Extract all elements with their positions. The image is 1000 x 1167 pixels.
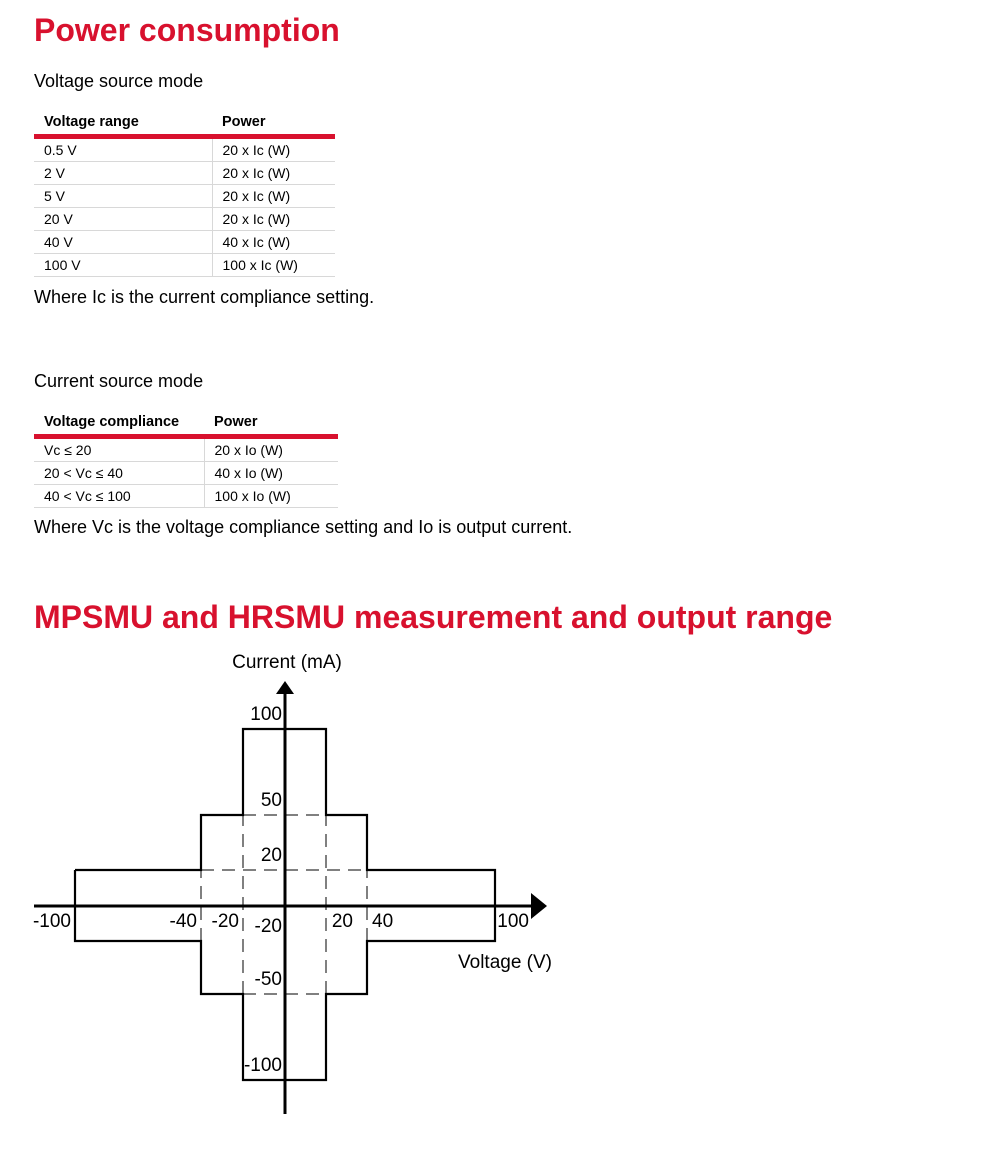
table-cell: 5 V xyxy=(34,185,212,208)
table-cell: 20 V xyxy=(34,208,212,231)
table-cell: 100 V xyxy=(34,254,212,277)
table-row xyxy=(34,185,335,208)
table-cell: 20 x Ic (W) xyxy=(212,208,335,231)
table-row xyxy=(34,137,335,162)
current-mode-subtitle: Current source mode xyxy=(34,371,204,391)
range-heading: MPSMU and HRSMU measurement and output range xyxy=(34,599,833,635)
x-tick-label: -40 xyxy=(169,911,197,932)
table-header-row xyxy=(34,410,338,437)
table-cell: 20 < Vc ≤ 40 xyxy=(34,462,204,485)
x-tick-label: 20 xyxy=(331,911,353,932)
x-axis-label: Voltage (V) xyxy=(458,952,552,973)
y-tick-label: 20 xyxy=(260,845,282,866)
x-tick-label: 40 xyxy=(372,911,394,932)
y-tick-label: 100 xyxy=(250,704,282,725)
table-cell: 100 x Ic (W) xyxy=(212,254,335,277)
table-row xyxy=(34,437,338,462)
column-header: Voltage compliance xyxy=(34,410,204,437)
x-tick-label: -20 xyxy=(211,911,239,932)
x-axis-arrow-icon xyxy=(531,893,547,919)
table-row xyxy=(34,462,338,485)
voltage-mode-subtitle: Voltage source mode xyxy=(34,71,204,91)
x-tick-label: -100 xyxy=(32,911,71,932)
table-row xyxy=(34,208,335,231)
table-row xyxy=(34,162,335,185)
y-axis-label: Current (mA) xyxy=(232,652,342,673)
table-cell: 20 x Ic (W) xyxy=(212,137,335,162)
y-axis-arrow-icon xyxy=(276,681,294,694)
table-cell: 40 x Ic (W) xyxy=(212,231,335,254)
range-chart xyxy=(0,640,600,1130)
column-header: Voltage range xyxy=(34,110,212,137)
y-tick-label: -50 xyxy=(254,969,282,990)
column-header: Power xyxy=(212,110,335,137)
column-header: Power xyxy=(204,410,338,437)
table-row xyxy=(34,485,338,508)
table-cell: 40 V xyxy=(34,231,212,254)
table-row xyxy=(34,254,335,277)
current-source-table xyxy=(34,410,338,508)
table-cell: 20 x Ic (W) xyxy=(212,162,335,185)
x-tick-label: 100 xyxy=(497,911,529,932)
y-tick-label: 50 xyxy=(260,790,282,811)
voltage-mode-note: Where Ic is the current compliance setting. xyxy=(34,287,375,307)
table-cell: Vc ≤ 20 xyxy=(34,437,204,462)
voltage-source-table xyxy=(34,110,335,277)
table-cell: 100 x Io (W) xyxy=(204,485,338,508)
y-tick-label: -100 xyxy=(243,1055,282,1076)
table-cell: 40 < Vc ≤ 100 xyxy=(34,485,204,508)
table-cell: 40 x Io (W) xyxy=(204,462,338,485)
table-cell: 0.5 V xyxy=(34,137,212,162)
current-mode-note: Where Vc is the voltage compliance setting and Io is output current. xyxy=(34,517,573,537)
table-cell: 2 V xyxy=(34,162,212,185)
y-tick-label: -20 xyxy=(254,916,282,937)
table-cell: 20 x Ic (W) xyxy=(212,185,335,208)
table-header-row xyxy=(34,110,335,137)
power-consumption-heading: Power consumption xyxy=(34,12,340,48)
table-row xyxy=(34,231,335,254)
table-cell: 20 x Io (W) xyxy=(204,437,338,462)
